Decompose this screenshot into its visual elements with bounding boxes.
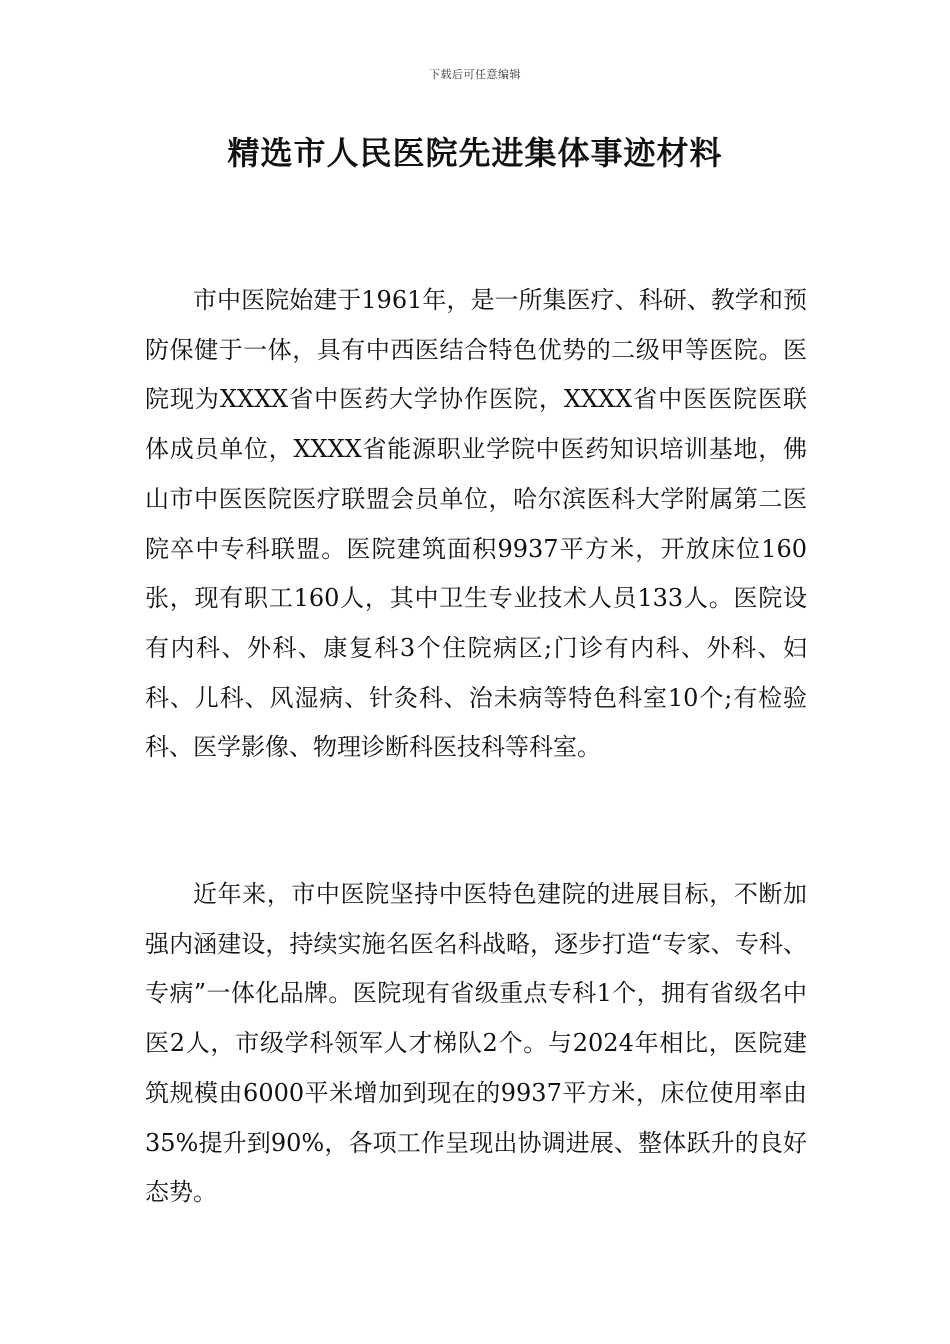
header-note: 下载后可任意编辑 [429,68,521,81]
body-paragraph-1: 市中医院始建于1961年，是一所集医疗、科研、教学和预防保健于一体，具有中西医结合特色优势的二级甲等医院。医院现为XXXX省中医药大学协作医院，XXXX省中医医院医联体成员单位，XXXX省能源职业学院中医药知识培训基地，佛山市中医医院医疗联盟会员单位，哈尔滨医科大学附属第二医院卒中专科联盟。医院建筑面积9937平方米，开放床位160张，现有职工160人，其中卫生专业技术人员133人。医院设有内科、外科、康复科3个住院病区;门诊有内科、外科、妇科、儿科、风湿病、针灸科、治未病等特色科室10个;有检验科、医学影像、物理诊断科医技科等科室。 [145,286,807,762]
body-paragraph-2: 近年来，市中医院坚持中医特色建院的进展目标，不断加强内涵建设，持续实施名医名科战略，逐步打造“专家、专科、专病”一体化品牌。医院现有省级重点专科1个，拥有省级名中医2人，市级学科领军人才梯队2个。与2024年相比，医院建筑规模由6000平米增加到现在的9937平方米，床位使用率由35%提升到90%，各项工作呈现出协调进展、整体跃升的良好态势。 [145,880,807,1207]
document-title: 精选市人民医院先进集体事迹材料 [227,134,723,172]
